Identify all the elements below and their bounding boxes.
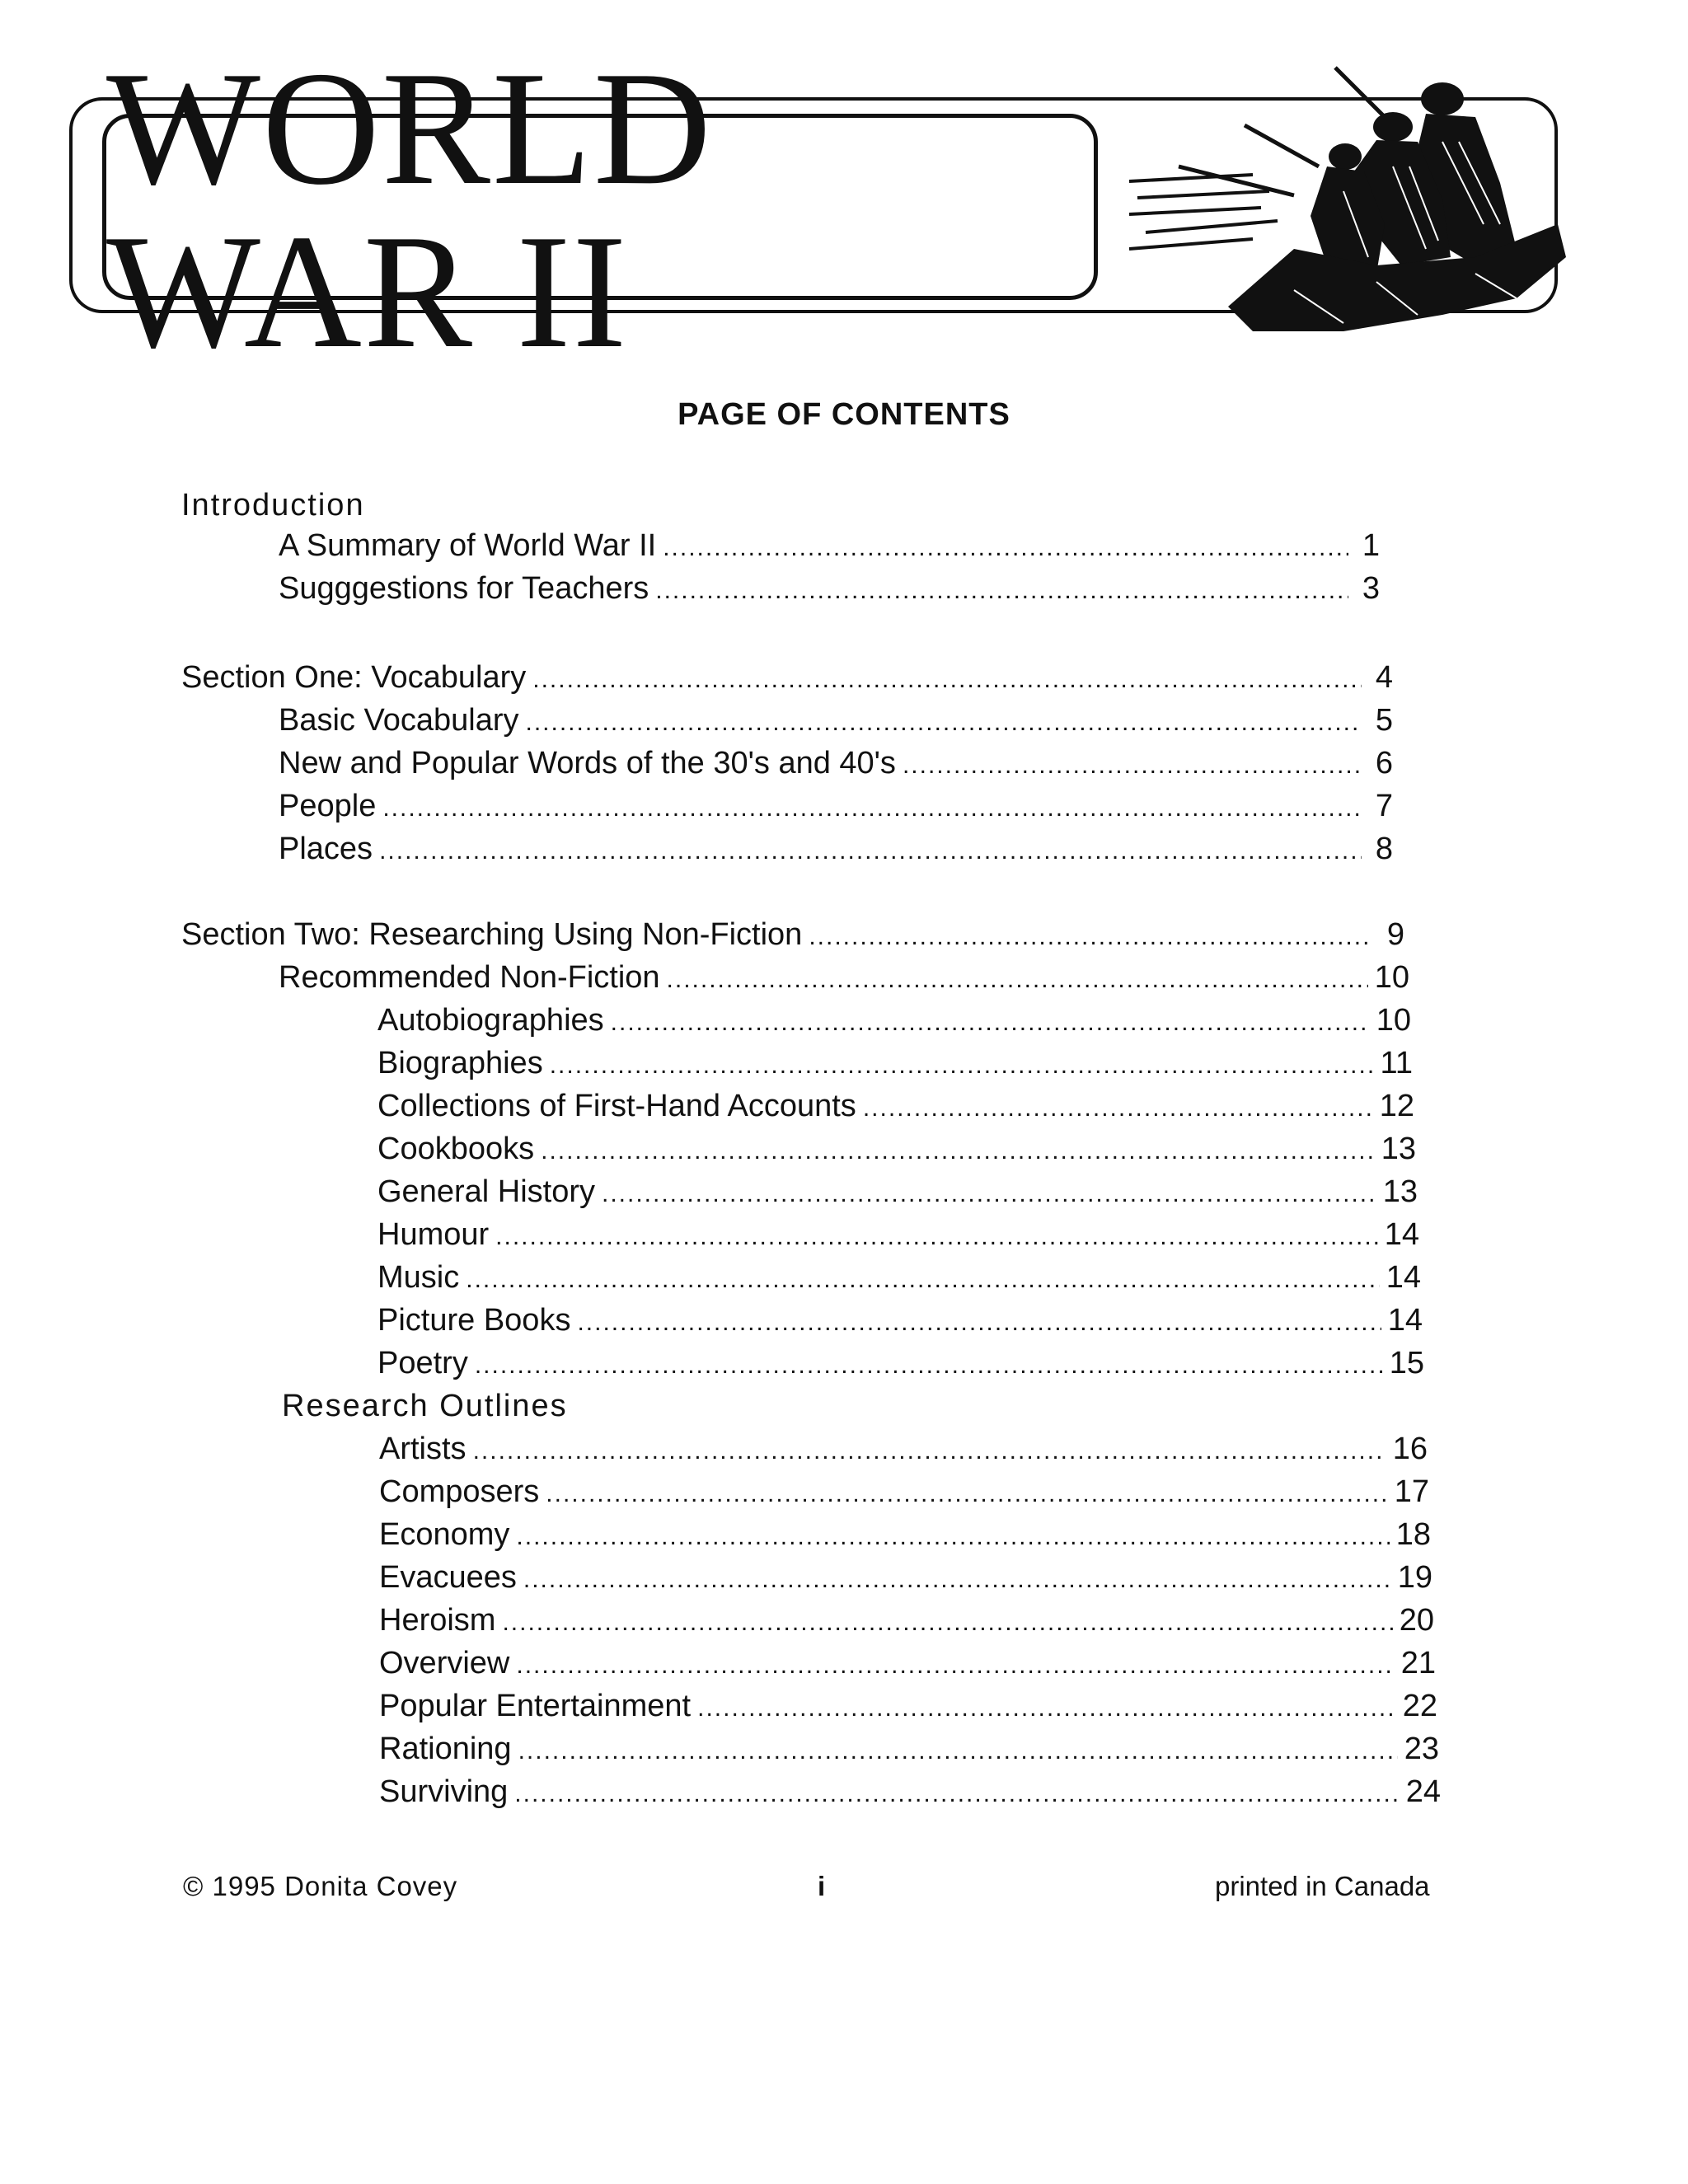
toc-row-places[interactable]: Places ..... 8 [279, 827, 1393, 870]
leader-dots [541, 1130, 1375, 1173]
leader-dots [495, 1216, 1378, 1258]
toc-row-heroism[interactable]: Heroism ..... 20 [379, 1599, 1434, 1642]
copyright-notice: © 1995 Donita Covey [183, 1871, 458, 1901]
toc-row-first-hand-accounts[interactable]: Collections of First-Hand Accounts ..... 12 [377, 1085, 1414, 1127]
toc-row-artists[interactable]: Artists ..... 16 [379, 1427, 1428, 1470]
page-number: i [818, 1871, 826, 1901]
leader-dots [514, 1773, 1399, 1816]
soldiers-illustration [1129, 59, 1574, 340]
toc-row-picture-books[interactable]: Picture Books ..... 14 [377, 1299, 1423, 1342]
toc-row-biographies[interactable]: Biographies ..... 11 [377, 1042, 1413, 1085]
printed-notice: printed in Canada [1215, 1871, 1430, 1901]
leader-dots [903, 744, 1362, 787]
toc-row-music[interactable]: Music ..... 14 [377, 1256, 1421, 1299]
leader-dots [516, 1516, 1389, 1558]
toc-row-composers[interactable]: Composers ..... 17 [379, 1470, 1429, 1513]
toc-row-poetry[interactable]: Poetry ..... 15 [377, 1342, 1424, 1385]
toc-row-humour[interactable]: Humour ..... 14 [377, 1213, 1419, 1256]
toc-row-surviving[interactable]: Surviving ..... 24 [379, 1770, 1441, 1813]
leader-dots [526, 701, 1362, 744]
toc-row-economy[interactable]: Economy ..... 18 [379, 1513, 1431, 1556]
toc-row-overview[interactable]: Overview ..... 21 [379, 1642, 1436, 1685]
page-title: WORLD WAR II [106, 38, 713, 382]
leader-dots [602, 1173, 1376, 1216]
contents-heading: PAGE OF CONTENTS [678, 397, 1010, 432]
leader-dots [518, 1730, 1398, 1773]
leader-dots [809, 916, 1373, 958]
toc-row-section-two[interactable]: Section Two: Researching Using Non-Fiction ..... 9 [181, 913, 1404, 956]
toc-row-rationing[interactable]: Rationing ..... 23 [379, 1727, 1439, 1770]
toc-row-section-one[interactable]: Section One: Vocabulary ..... 4 [181, 656, 1393, 699]
title-box [102, 38, 1098, 382]
leader-dots [550, 1044, 1374, 1087]
leader-dots [382, 787, 1362, 830]
toc-row-summary[interactable]: A Summary of World War II ..... 1 [279, 524, 1380, 567]
toc-row-suggestions[interactable]: Sugggestions for Teachers ..... 3 [279, 567, 1380, 610]
toc-row-people[interactable]: People ..... 7 [279, 785, 1393, 827]
leader-dots [379, 830, 1362, 873]
leader-dots [473, 1430, 1386, 1473]
toc-row-popular-words[interactable]: New and Popular Words of the 30's and 40's ..... 6 [279, 742, 1393, 785]
leader-dots [532, 658, 1362, 701]
leader-dots [577, 1301, 1381, 1344]
leader-dots [475, 1344, 1383, 1387]
leader-dots [546, 1473, 1387, 1516]
toc-row-cookbooks[interactable]: Cookbooks ..... 13 [377, 1127, 1416, 1170]
leader-dots [863, 1087, 1373, 1130]
leader-dots [663, 527, 1348, 569]
toc-row-recommended-nonfiction[interactable]: Recommended Non-Fiction ..... 10 [279, 956, 1409, 999]
toc-row-evacuees[interactable]: Evacuees ..... 19 [379, 1556, 1432, 1599]
leader-dots [466, 1258, 1379, 1301]
leader-dots [667, 958, 1368, 1001]
leader-dots [611, 1001, 1370, 1044]
toc-row-popular-entertainment[interactable]: Popular Entertainment ..... 22 [379, 1685, 1437, 1727]
research-outlines-heading: Research Outlines [282, 1389, 568, 1423]
leader-dots [502, 1601, 1392, 1644]
toc-row-general-history[interactable]: General History ..... 13 [377, 1170, 1418, 1213]
toc-row-basic-vocabulary[interactable]: Basic Vocabulary ..... 5 [279, 699, 1393, 742]
introduction-heading: Introduction [181, 488, 365, 523]
leader-dots [516, 1644, 1394, 1687]
leader-dots [523, 1558, 1391, 1601]
leader-dots [697, 1687, 1396, 1730]
leader-dots [655, 569, 1348, 612]
toc-row-autobiographies[interactable]: Autobiographies ..... 10 [377, 999, 1411, 1042]
